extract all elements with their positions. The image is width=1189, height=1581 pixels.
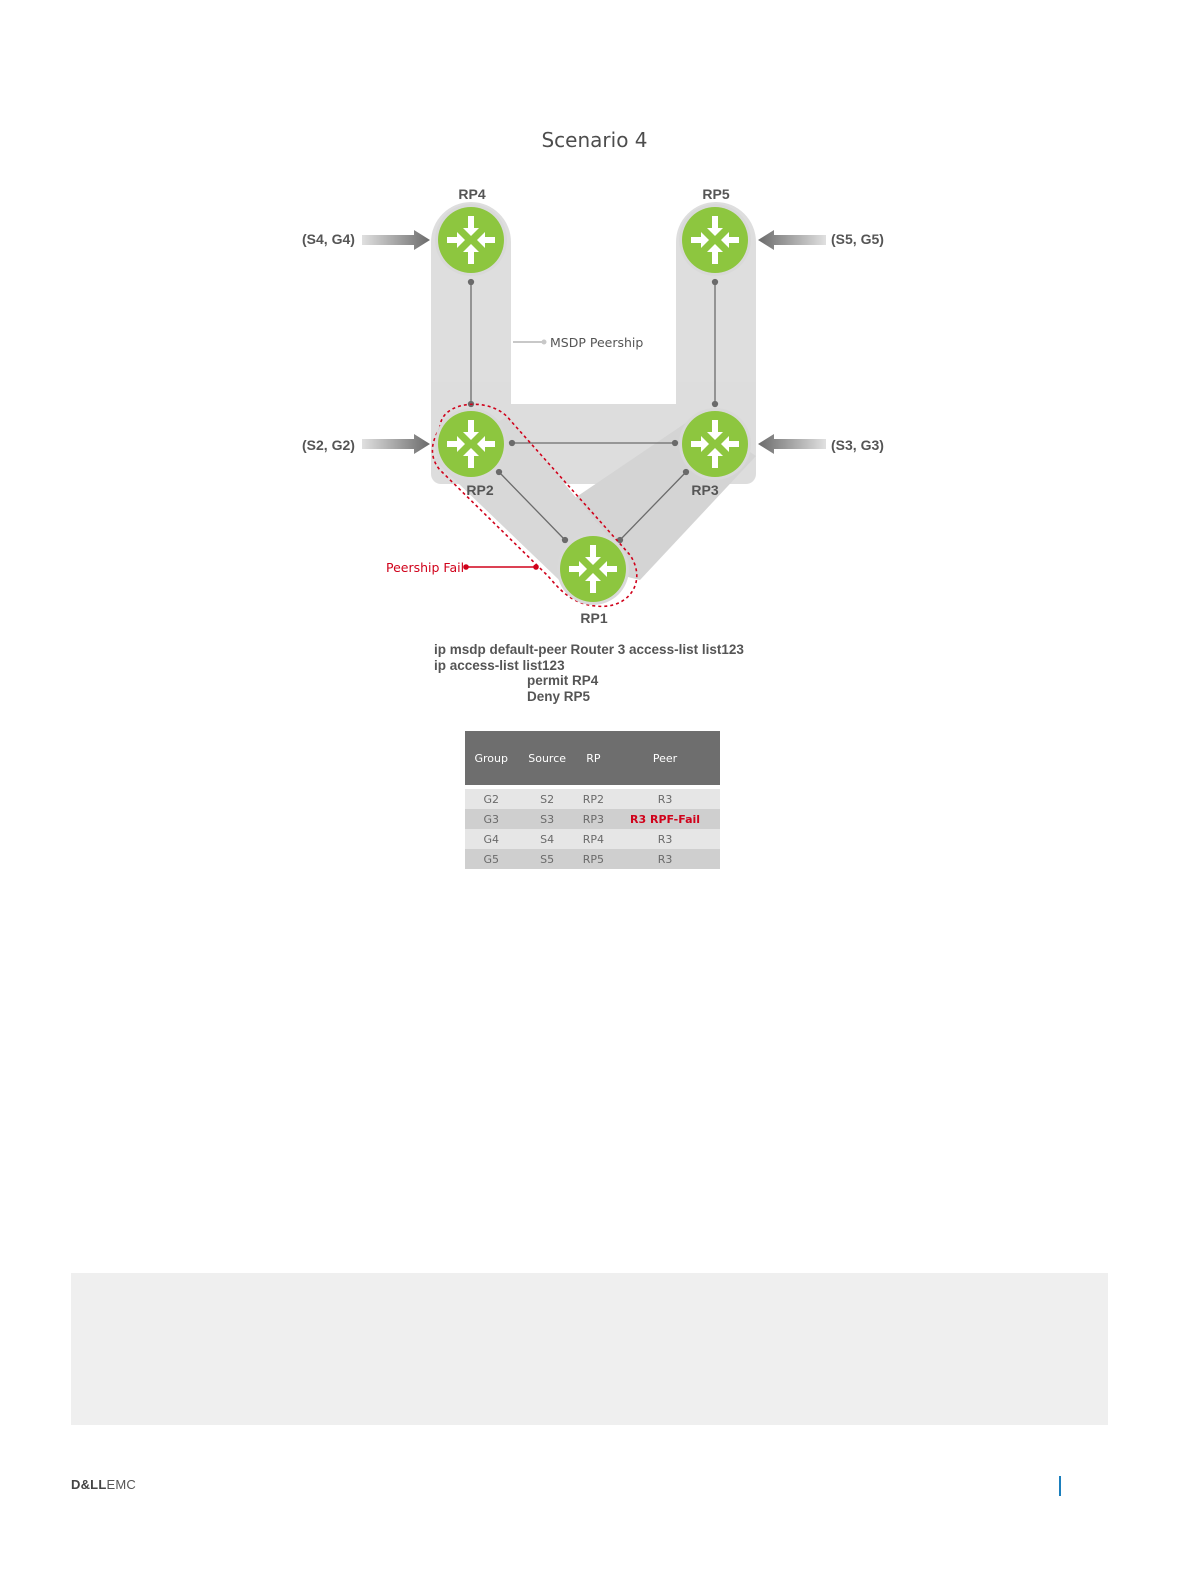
header-group: Group [465, 731, 518, 785]
rp4-label: RP4 [458, 186, 486, 202]
table-header-row [465, 731, 720, 785]
header-source: Source [518, 731, 577, 785]
source-s3g3-label: (S3, G3) [831, 437, 884, 453]
cell-peer-fail: R3 RPF-Fail [610, 809, 720, 829]
config-line: ip msdp default-peer Router 3 access-list list123 [434, 642, 744, 657]
router-rp2-icon [435, 408, 507, 480]
cell-rp: RP2 [577, 789, 610, 809]
router-rp4-icon [435, 204, 507, 276]
source-s2g2-label: (S2, G2) [302, 437, 355, 453]
cell-rp: RP3 [577, 809, 610, 829]
logo-bold: D&LL [71, 1477, 107, 1492]
diagram-title: Scenario 4 [541, 128, 648, 152]
rp2-label: RP2 [466, 482, 494, 498]
rp3-label: RP3 [691, 482, 719, 498]
cell-source: S3 [518, 809, 577, 829]
cell-rp: RP5 [577, 849, 610, 869]
msdp-peership-label: MSDP Peership [550, 335, 644, 350]
source-s4g4-label: (S4, G4) [302, 231, 355, 247]
config-snippet [434, 642, 744, 704]
cell-rp: RP4 [577, 829, 610, 849]
cell-peer: R3 [610, 829, 720, 849]
header-rp: RP [577, 731, 610, 785]
source-s5g5-label: (S5, G5) [831, 231, 884, 247]
sa-cache-table [465, 731, 720, 869]
router-rp1-icon [557, 533, 629, 605]
config-line: Deny RP5 [527, 688, 591, 704]
note-band [71, 1273, 1108, 1425]
cell-peer: R3 [610, 849, 720, 869]
cell-group: G2 [465, 789, 518, 809]
table-row [465, 809, 720, 829]
dell-emc-logo [71, 1477, 136, 1492]
cell-group: G5 [465, 849, 518, 869]
config-line: permit RP4 [527, 673, 599, 688]
peership-fail-label: Peership Fail [386, 560, 465, 575]
rp5-label: RP5 [702, 186, 730, 202]
cell-group: G4 [465, 829, 518, 849]
cell-group: G3 [465, 809, 518, 829]
footer-divider [1059, 1476, 1061, 1496]
table-row [465, 829, 720, 849]
cell-peer: R3 [610, 789, 720, 809]
table-row [465, 849, 720, 869]
cell-source: S2 [518, 789, 577, 809]
cell-source: S4 [518, 829, 577, 849]
cell-source: S5 [518, 849, 577, 869]
config-line: ip access-list list123 [434, 657, 565, 673]
header-peer: Peer [610, 731, 720, 785]
rp1-label: RP1 [580, 610, 608, 626]
logo-rest: EMC [106, 1477, 136, 1492]
router-rp3-icon [679, 408, 751, 480]
router-rp5-icon [679, 204, 751, 276]
table-row [465, 789, 720, 809]
